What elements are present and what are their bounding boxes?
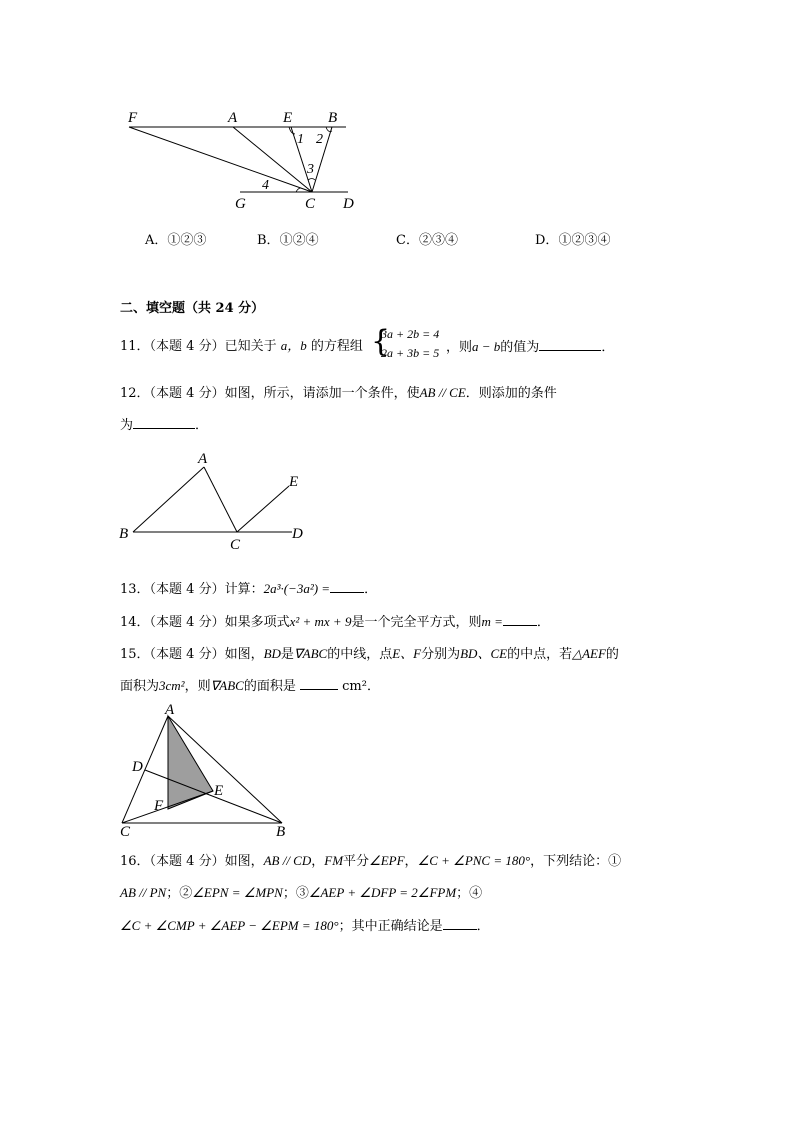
q16-answer-blank[interactable]: [443, 917, 477, 930]
q16-comma1: ，: [311, 854, 325, 869]
option-c[interactable]: [396, 229, 458, 248]
q14-prefix: 14．（本题 4 分）如果多项式: [120, 615, 290, 630]
fig3-label-F: F: [154, 798, 164, 814]
option-d[interactable]: [535, 229, 610, 248]
figure-parallel-lines: [120, 100, 370, 220]
q16-cpnc: ∠C + ∠PNC = 180°: [417, 853, 531, 868]
fig3-label-C: C: [120, 824, 131, 840]
q16-line2-a: AB // PN: [120, 885, 167, 900]
q11-then: ，则: [446, 340, 473, 355]
q11-tail: [446, 338, 614, 356]
angle-1: 1: [297, 132, 304, 147]
q15-t4: 的中点，若: [507, 647, 573, 662]
q15-bd: BD: [263, 646, 281, 661]
option-b[interactable]: [257, 229, 319, 248]
q14-var: m =: [481, 614, 503, 629]
q16-bisect: 平分: [343, 854, 370, 869]
q12-answer-blank[interactable]: [133, 416, 195, 429]
q11-brace: {: [371, 324, 391, 359]
option-c-letter: C．: [396, 233, 419, 248]
q13-prefix: 13．（本题 4 分）计算：: [120, 582, 264, 597]
q15-t2: 的中线，点: [327, 647, 393, 662]
q11-mid: 的方程组: [310, 339, 363, 354]
q12-end: ．: [195, 418, 209, 433]
label-F: F: [128, 110, 138, 126]
label-A: A: [228, 110, 238, 126]
label-B: B: [328, 110, 338, 126]
angle-2: 2: [316, 132, 323, 147]
question-16-line1: [120, 853, 621, 870]
q11-expr: a − b: [472, 339, 501, 354]
option-c-value: ②③④: [418, 233, 458, 248]
option-a[interactable]: [145, 229, 206, 248]
q16-line2-f: ；④: [456, 886, 483, 901]
angle-3: 3: [307, 162, 314, 177]
question-16-line2: [120, 885, 482, 902]
fig3-label-A: A: [165, 702, 175, 718]
question-12-line1: [120, 385, 557, 402]
q12-line2-prefix: 为: [120, 418, 134, 433]
question-15-line2: [120, 677, 380, 695]
q16-line1-suffix: ，下列结论：①: [530, 854, 622, 869]
fig2-label-C: C: [230, 537, 241, 553]
question-14: [120, 613, 550, 631]
option-b-letter: B．: [257, 233, 280, 248]
q16-line2-e: ∠AEP + ∠DFP = 2∠FPM: [308, 885, 457, 900]
q15-aef: △AEF: [572, 646, 606, 661]
section-title: 二、填空题（共 24 分）: [120, 301, 265, 316]
q12-suffix: ．则添加的条件: [465, 386, 557, 401]
q15-bdce: BD、CE: [460, 646, 508, 661]
q15-line2-b: ，则: [184, 679, 211, 694]
q13-answer-blank[interactable]: [330, 580, 364, 593]
question-16-line3: [120, 917, 490, 935]
angle-4: 4: [262, 178, 269, 193]
q13-expr: 2a³·(−3a²) =: [263, 581, 331, 596]
q11-eq2: 2a + 3b = 5: [381, 346, 440, 360]
q12-math: AB // CE: [419, 385, 466, 400]
question-13: [120, 580, 377, 598]
label-E: E: [283, 110, 293, 126]
figure-triangle-median: [112, 700, 302, 840]
q16-line2-c: ∠EPN = ∠MPN: [192, 885, 283, 900]
option-d-value: ①②③④: [558, 233, 611, 248]
label-C: C: [305, 196, 316, 212]
q15-t5: 的: [605, 647, 619, 662]
fig2-label-E: E: [289, 474, 299, 490]
option-a-letter: A．: [145, 233, 168, 248]
q15-answer-blank[interactable]: [300, 677, 338, 690]
q11-suffix: 的值为: [500, 340, 540, 355]
fig3-label-D: D: [132, 759, 143, 775]
q11-prefix: 11．（本题 4 分）已知关于: [120, 339, 277, 354]
q11-vars: a，b: [280, 338, 307, 353]
q13-end: ．: [364, 582, 378, 597]
q16-epf: ∠EPF: [369, 853, 405, 868]
question-11: [120, 338, 363, 355]
q16-line3-b: ；其中正确结论是: [338, 919, 443, 934]
q14-answer-blank[interactable]: [503, 613, 537, 626]
q15-tri2: ∇ABC: [210, 678, 244, 693]
q14-mid: 是一个完全平方式，则: [351, 615, 482, 630]
q16-line2-b: ；②: [166, 886, 193, 901]
q16-line3-a: ∠C + ∠CMP + ∠AEP − ∠EPM = 180°: [120, 918, 339, 933]
q15-line2-c: 的面积是: [243, 679, 296, 694]
q16-prefix: 16．（本题 4 分）如图，: [120, 854, 264, 869]
q15-t1: 是: [280, 647, 294, 662]
q11-end: ．: [601, 340, 615, 355]
fig3-label-E: E: [214, 783, 224, 799]
question-15-line1: [120, 646, 619, 663]
q15-end: ．: [366, 679, 380, 694]
q15-tri: ∇ABC: [293, 646, 328, 661]
option-d-letter: D．: [535, 233, 559, 248]
fig2-label-B: B: [119, 526, 129, 542]
q16-end: ．: [476, 919, 490, 934]
q15-unit: cm²: [342, 679, 367, 694]
question-12-line2: [120, 416, 208, 434]
q16-comma2: ，: [404, 854, 418, 869]
fig2-label-A: A: [198, 451, 208, 467]
q16-ab-cd: AB // CD: [263, 853, 312, 868]
q15-prefix: 15．（本题 4 分）如图，: [120, 647, 264, 662]
q12-prefix: 12．（本题 4 分）如图，所示，请添加一个条件，使: [120, 386, 420, 401]
q15-line2-a: 面积为: [120, 679, 160, 694]
q16-line2-d: ；③: [282, 886, 309, 901]
option-a-value: ①②③: [167, 233, 207, 248]
fig3-label-B: B: [276, 824, 286, 840]
option-b-value: ①②④: [279, 233, 319, 248]
q15-area: 3cm²: [159, 678, 185, 693]
q14-expr: x² + mx + 9: [289, 614, 352, 629]
figure-ab-parallel-ce: [115, 445, 315, 555]
q15-ef: E、F: [392, 646, 422, 661]
fig2-label-D: D: [292, 526, 303, 542]
label-G: G: [235, 196, 246, 212]
q15-t3: 分别为: [421, 647, 461, 662]
q16-fm: FM: [324, 853, 344, 868]
q14-end: ．: [536, 615, 550, 630]
label-D: D: [343, 196, 354, 212]
q11-answer-blank[interactable]: [539, 338, 601, 351]
q11-eq1: 3a + 2b = 4: [381, 327, 440, 341]
